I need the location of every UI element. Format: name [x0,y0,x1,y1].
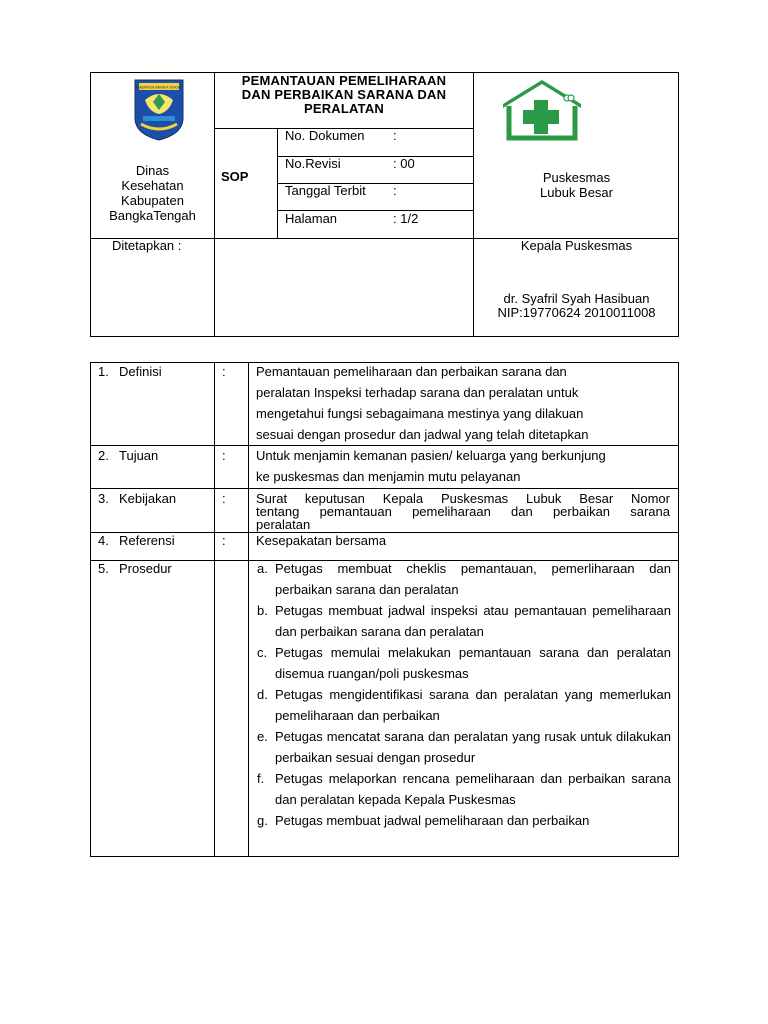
section-colon: : [222,533,226,548]
kebijakan-line: tentang pemantauan pemeliharaan dan perbaikan sarana [256,504,670,519]
step-marker: b. [257,603,268,618]
signer-nip: NIP:19770624 2010011008 [497,305,656,320]
org-name-line: Kabupaten [121,193,184,208]
section-kebijakan-text [256,492,670,531]
step-marker: g. [257,813,268,828]
step-text: Petugas mencatat sarana dan peralatan yang rusak untuk dilakukan perbaikan sesuai dengan prosedur [275,729,671,765]
prosedur-step [249,642,671,684]
prosedur-step [249,768,671,810]
tujuan-line: ke puskesmas dan menjamin mutu pelayanan [256,469,521,484]
step-text: Petugas mengidentifikasi sarana dan peralatan yang memerlukan pemeliharaan dan perbaikan [275,687,671,723]
section-number: 2. [98,448,109,463]
definisi-line: mengetahui fungsi sebagaimana mestinya yang dilakuan [256,406,584,421]
puskesmas-name-line: Puskesmas [542,170,611,185]
document-title [216,74,472,116]
prosedur-step [249,684,671,726]
step-marker: f. [257,771,265,786]
step-text: Petugas membuat cheklis pemantauan, pemerliharaan dan perbaikan sarana dan peralatan [275,561,671,597]
step-text: Petugas melaporkan rencana pemeliharaan dan perbaikan sarana dan peralatan kepada Kepala Puskesmas [275,771,671,807]
meta-label-no-dokumen: No. Dokumen [285,128,365,143]
definisi-line: peralatan Inspeksi terhadap sarana dan peralatan untuk [256,385,579,400]
sop-label: SOP [221,169,249,184]
title-line: PEMANTAUAN PEMELIHARAAN [241,73,447,88]
signer-name: dr. Syafril Syah Hasibuan [503,291,650,306]
content-row-line [90,488,679,489]
kebijakan-line: peralatan [256,517,311,532]
title-line: PERALATAN [303,101,385,116]
meta-label-halaman: Halaman [285,211,338,226]
step-marker: c. [257,645,268,660]
section-number: 3. [98,491,109,506]
prosedur-step [249,726,671,768]
content-col-line-1 [214,362,215,857]
puskesmas-name-line: Lubuk Besar [540,185,613,200]
prosedur-steps [249,558,671,831]
section-label: Prosedur [119,561,172,576]
header-divider-left [214,72,215,337]
meta-value-no-revisi: : 00 [393,156,415,171]
section-label: Definisi [119,364,162,379]
section-definisi-text [256,361,670,445]
section-number: 5. [98,561,109,576]
step-marker: d. [257,687,268,702]
step-text: Petugas membuat jadwal inspeksi atau pemantauan pemeliharaan dan perbaikan sarana dan peralatan [275,603,671,639]
section-number: 1. [98,364,109,379]
section-colon: : [222,491,226,506]
meta-value-tanggal-terbit: : [393,183,397,198]
ditetapkan-label: Ditetapkan : [112,238,182,253]
step-marker: a. [257,561,268,576]
title-line: DAN PERBAIKAN SARANA DAN [241,87,447,102]
section-tujuan-text [256,445,670,487]
org-name [92,163,213,223]
step-marker: e. [257,729,268,744]
prosedur-step [249,558,671,600]
prosedur-step [249,600,671,642]
bangka-tengah-crest-icon [131,78,187,142]
org-name-line: BangkaTengah [109,208,196,223]
kepala-puskesmas-label: Kepala Puskesmas [520,238,633,253]
meta-value-halaman: : 1/2 [393,211,419,226]
org-name-line: Dinas [135,163,170,178]
section-label: Kebijakan [119,491,177,506]
section-colon: : [222,448,226,463]
section-label: Tujuan [119,448,159,463]
step-text: Petugas memulai melakukan pemantauan sarana dan peralatan disemua ruangan/poli puskesmas [275,645,671,681]
section-label: Referensi [119,533,175,548]
header-divider-right [473,72,474,337]
step-text: Petugas membuat jadwal pemeliharaan dan perbaikan [275,813,590,828]
section-number: 4. [98,533,109,548]
section-colon: : [222,364,226,379]
definisi-line: sesuai dengan prosedur dan jadwal yang telah ditetapkan [256,427,589,442]
meta-label-tanggal-terbit: Tanggal Terbit [285,183,366,198]
prosedur-step [249,810,671,831]
meta-label-no-revisi: No.Revisi [285,156,341,171]
kebijakan-line: Surat keputusan Kepala Puskesmas Lubuk Besar Nomor [256,491,670,506]
referensi-line: Kesepakatan bersama [256,533,387,548]
org-name-line: Kesehatan [121,178,184,193]
tujuan-line: Untuk menjamin kemanan pasien/ keluarga yang berkunjung [256,448,606,463]
crest-lettering: KABUPATEN BANGKA TENGAH [135,85,183,90]
meta-value-no-dokumen: : [393,128,397,143]
puskesmas-logo-icon [497,74,587,144]
puskesmas-name [475,170,678,200]
definisi-line: Pemantauan pemeliharaan dan perbaikan sarana dan [256,364,567,379]
